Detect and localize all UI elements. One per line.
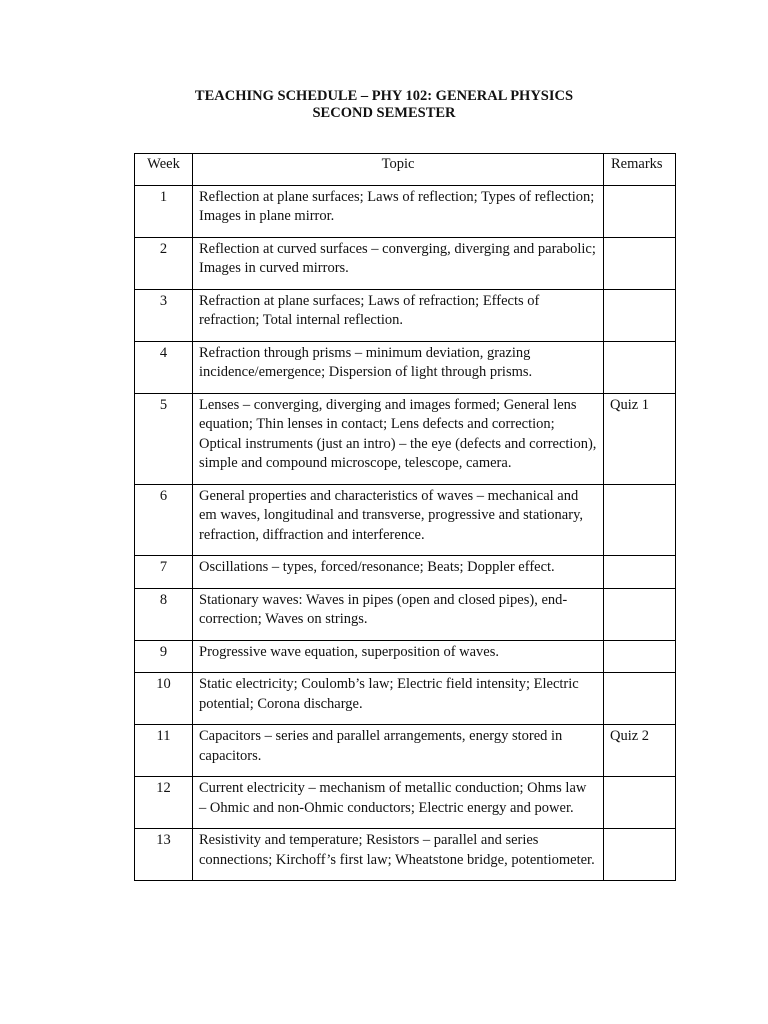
topic-cell: Current electricity – mechanism of metallic conduction; Ohms law – Ohmic and non-Ohmic conductors; Electric energy and power.: [193, 777, 604, 829]
table-row: [135, 640, 676, 673]
remarks-cell: [604, 829, 676, 881]
header-remarks: Remarks: [604, 154, 676, 186]
topic-cell: Reflection at curved surfaces – converging, diverging and parabolic; Images in curved mirrors.: [193, 237, 604, 289]
remarks-cell: Quiz 2: [604, 725, 676, 777]
week-cell: 6: [135, 484, 193, 556]
table-row: [135, 393, 676, 484]
week-cell: 4: [135, 341, 193, 393]
table-row: [135, 341, 676, 393]
week-cell: 1: [135, 185, 193, 237]
week-cell: 9: [135, 640, 193, 673]
remarks-cell: Quiz 1: [604, 393, 676, 484]
week-cell: 3: [135, 289, 193, 341]
header-topic: Topic: [193, 154, 604, 186]
topic-cell: Stationary waves: Waves in pipes (open and closed pipes), end-correction; Waves on strings.: [193, 588, 604, 640]
document-title: TEACHING SCHEDULE – PHY 102: GENERAL PHYSICS: [194, 88, 574, 104]
week-cell: 2: [135, 237, 193, 289]
table-row: [135, 673, 676, 725]
remarks-cell: [604, 777, 676, 829]
remarks-cell: [604, 185, 676, 237]
week-cell: 10: [135, 673, 193, 725]
remarks-cell: [604, 237, 676, 289]
table-row: [135, 289, 676, 341]
table-row: [135, 829, 676, 881]
table-header-row: [135, 154, 676, 186]
topic-cell: Oscillations – types, forced/resonance; Beats; Doppler effect.: [193, 556, 604, 589]
topic-cell: Capacitors – series and parallel arrangements, energy stored in capacitors.: [193, 725, 604, 777]
remarks-cell: [604, 673, 676, 725]
topic-cell: Resistivity and temperature; Resistors – parallel and series connections; Kirchoff’s first law; Wheatstone bridge, potentiometer.: [193, 829, 604, 881]
document-subtitle: SECOND SEMESTER: [312, 105, 456, 121]
table-row: [135, 237, 676, 289]
topic-cell: Progressive wave equation, superposition of waves.: [193, 640, 604, 673]
remarks-cell: [604, 588, 676, 640]
remarks-cell: [604, 556, 676, 589]
week-cell: 11: [135, 725, 193, 777]
table-row: [135, 484, 676, 556]
table-row: [135, 556, 676, 589]
week-cell: 13: [135, 829, 193, 881]
week-cell: 8: [135, 588, 193, 640]
topic-cell: Lenses – converging, diverging and images formed; General lens equation; Thin lenses in contact; Lens defects and correction; Optical instruments (just an intro) – the eye (defects and correction), simple and compound microscope, telescope, camera.: [193, 393, 604, 484]
topic-cell: General properties and characteristics of waves – mechanical and em waves, longitudinal and transverse, progressive and stationary, refraction, diffraction and interference.: [193, 484, 604, 556]
remarks-cell: [604, 640, 676, 673]
week-cell: 7: [135, 556, 193, 589]
topic-cell: Refraction at plane surfaces; Laws of refraction; Effects of refraction; Total internal reflection.: [193, 289, 604, 341]
topic-cell: Reflection at plane surfaces; Laws of reflection; Types of reflection; Images in plane mirror.: [193, 185, 604, 237]
table-row: [135, 588, 676, 640]
remarks-cell: [604, 484, 676, 556]
week-cell: 5: [135, 393, 193, 484]
table-row: [135, 725, 676, 777]
table-row: [135, 185, 676, 237]
topic-cell: Static electricity; Coulomb’s law; Electric field intensity; Electric potential; Corona discharge.: [193, 673, 604, 725]
topic-cell: Refraction through prisms – minimum deviation, grazing incidence/emergence; Dispersion of light through prisms.: [193, 341, 604, 393]
header-week: Week: [135, 154, 193, 186]
teaching-schedule-table: [134, 153, 676, 881]
remarks-cell: [604, 289, 676, 341]
table-row: [135, 777, 676, 829]
remarks-cell: [604, 341, 676, 393]
week-cell: 12: [135, 777, 193, 829]
